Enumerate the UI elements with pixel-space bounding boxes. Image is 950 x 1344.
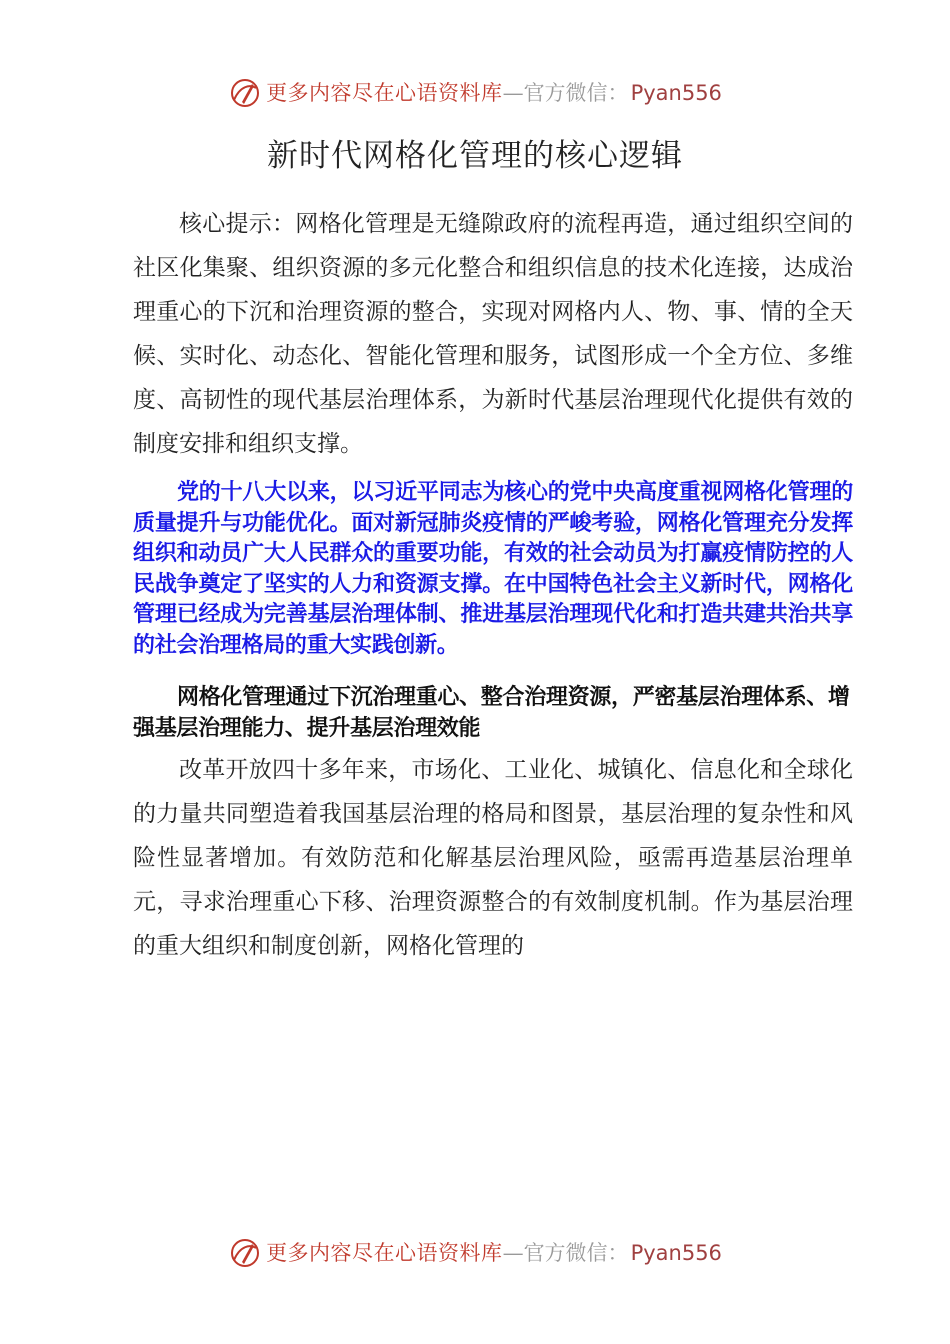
intro-paragraph: 核心提示：网格化管理是无缝隙政府的流程再造，通过组织空间的社区化集聚、组织资源的多元化整合和组织信息的技术化连接，达成治理重心的下沉和治理资源的整合，实现对网格内人、物、事、情的全天候、实时化、动态化、智能化管理和服务，试图形成一个全方位、多维度、高韧性的现代基层治理体系，为新时代基层治理现代化提供有效的制度安排和组织支撑。 [133,211,853,457]
banner-wechat-id: Pyan556 [630,1241,722,1265]
banner-gray-text: 官方微信： [523,1241,629,1265]
banner-dash: — [502,81,524,105]
document-title: 新时代网格化管理的核心逻辑 [267,138,683,174]
banner-wechat-id: Pyan556 [630,81,722,105]
banner-gray-text: 官方微信： [523,81,629,105]
pen-swirl-logo-icon [228,76,262,110]
body-paragraph: 改革开放四十多年来，市场化、工业化、城镇化、信息化和全球化的力量共同塑造着我国基层治理的格局和图景，基层治理的复杂性和风险性显著增加。有效防范和化解基层治理风险，亟需再造基层治理单元，寻求治理重心下移、治理资源整合的有效制度机制。作为基层治理的重大组织和制度创新，网格化管理的 [133,757,853,959]
section-subheading: 网格化管理通过下沉治理重心、整合治理资源，严密基层治理体系、增强基层治理能力、提升基层治理效能 [133,685,850,741]
document-body [133,202,853,968]
banner-red-text: 更多内容尽在心语资料库 [266,81,503,105]
banner-dash: — [502,1241,524,1265]
footer-banner [0,1236,950,1270]
highlight-paragraph: 党的十八大以来，以习近平同志为核心的党中央高度重视网格化管理的质量提升与功能优化。面对新冠肺炎疫情的严峻考验，网格化管理充分发挥组织和动员广大人民群众的重要功能，有效的社会动员为打赢疫情防控的人民战争奠定了坚实的人力和资源支撑。在中国特色社会主义新时代，网格化管理已经成为完善基层治理体制、推进基层治理现代化和打造共建共治共享的社会治理格局的重大实践创新。 [133,480,853,658]
header-banner [0,76,950,110]
banner-red-text: 更多内容尽在心语资料库 [266,1241,503,1265]
pen-swirl-logo-icon [228,1236,262,1270]
